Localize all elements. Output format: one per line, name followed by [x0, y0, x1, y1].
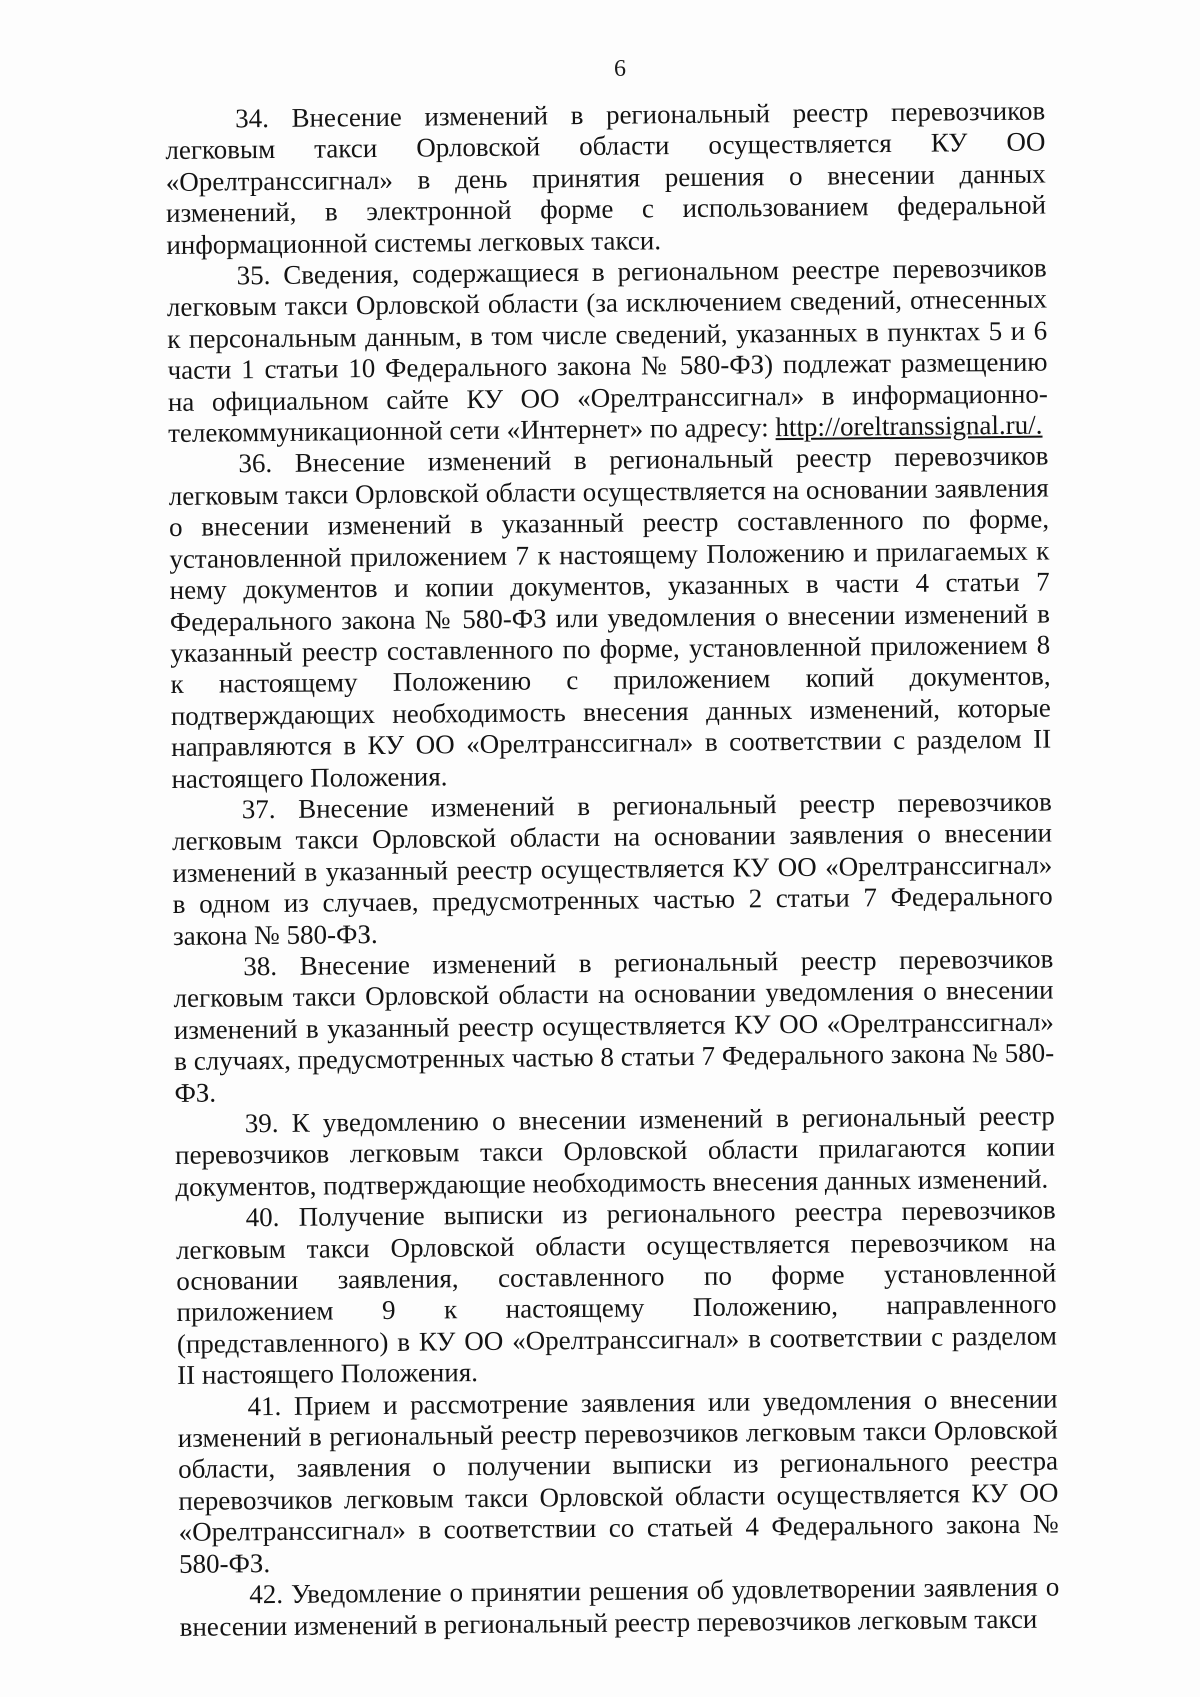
paragraph-35 — [167, 253, 1049, 450]
page-number: 6 — [614, 56, 626, 82]
paragraph-35-text: 35. Сведения, содержащиеся в региональном реестре перевозчиков легковым такси Орловской области (за исключением сведений, отнесенных к персональным данным, в том числе сведений, указанных в пунктах 5 и 6 части 1 статьи 10 Федерального закона № 580-ФЗ) подлежат размещению на официальном сайте КУ ОО «Орелтранссигнал» в информационно-телекоммуникационной сети «Интернет» по адресу: — [166, 252, 1048, 449]
paragraph-38: 38. Внесение изменений в региональный реестр перевозчиков легковым такси Орловской области на основании уведомления о внесении изменений в указанный реестр осуществляется КУ ОО «Орелтранссигнал» в случаях, предусмотренных частью 8 статьи 7 Федерального закона № 580-ФЗ. — [173, 943, 1055, 1108]
paragraph-40: 40. Получение выписки из регионального реестра перевозчиков легковым такси Орловской области осуществляется перевозчиком на основании заявления, составленного по форме установленной приложением 9 к настоящему Положению, направленного (представленного) в КУ ОО «Орелтранссигнал» в соответствии с разделом II настоящего Положения. — [175, 1194, 1058, 1391]
paragraph-36: 36. Внесение изменений в региональный реестр перевозчиков легковым такси Орловской области осуществляется на основании заявления о внесении изменений в указанный реестр составленного по форме, установленной приложением 7 к настоящему Положению и прилагаемых к нему документов и копии документов, указанных в части 4 статьи 7 Федерального закона № 580-ФЗ или уведомления о внесении изменений в указанный реестр составленного по форме, установленной приложением 8 к настоящему Положению с приложением копий документов, подтверждающих необходимость внесения данных изменений, которые направляются в КУ ОО «Орелтранссигнал» в соответствии с разделом II настоящего Положения. — [168, 441, 1052, 794]
paragraph-34: 34. Внесение изменений в региональный реестр перевозчиков легковым такси Орловской области осуществляется КУ ОО «Орелтранссигнал» в день принятия решения о внесении данных изменений, в электронной форме с использованием федеральной информационной системы легковых такси. — [165, 95, 1047, 260]
paragraph-42: 42. Уведомление о принятии решения об удовлетворении заявления о внесении изменений в региональный реестр перевозчиков легковым такси — [179, 1571, 1060, 1642]
paragraph-37: 37. Внесение изменений в региональный реестр перевозчиков легковым такси Орловской области на основании заявления о внесении изменений в указанный реестр осуществляется КУ ОО «Орелтранссигнал» в одном из случаев, предусмотренных частью 2 статьи 7 Федерального закона № 580-ФЗ. — [171, 786, 1053, 951]
website-link[interactable]: http://oreltranssignal.ru/. — [775, 409, 1043, 443]
document-body — [165, 96, 1060, 1643]
paragraph-41: 41. Прием и рассмотрение заявления или уведомления о внесении изменений в региональный реестр перевозчиков легковым такси Орловской области, заявления о получении выписки из регионального реестра перевозчиков легковым такси Орловской области осуществляется КУ ОО «Орелтранссигнал» в соответствии со статьей 4 Федерального закона № 580-ФЗ. — [177, 1383, 1059, 1579]
paragraph-39: 39. К уведомлению о внесении изменений в региональный реестр перевозчиков легковым такси Орловской области прилагаются копии документов, подтверждающие необходимость внесения данных изменений. — [174, 1100, 1056, 1202]
